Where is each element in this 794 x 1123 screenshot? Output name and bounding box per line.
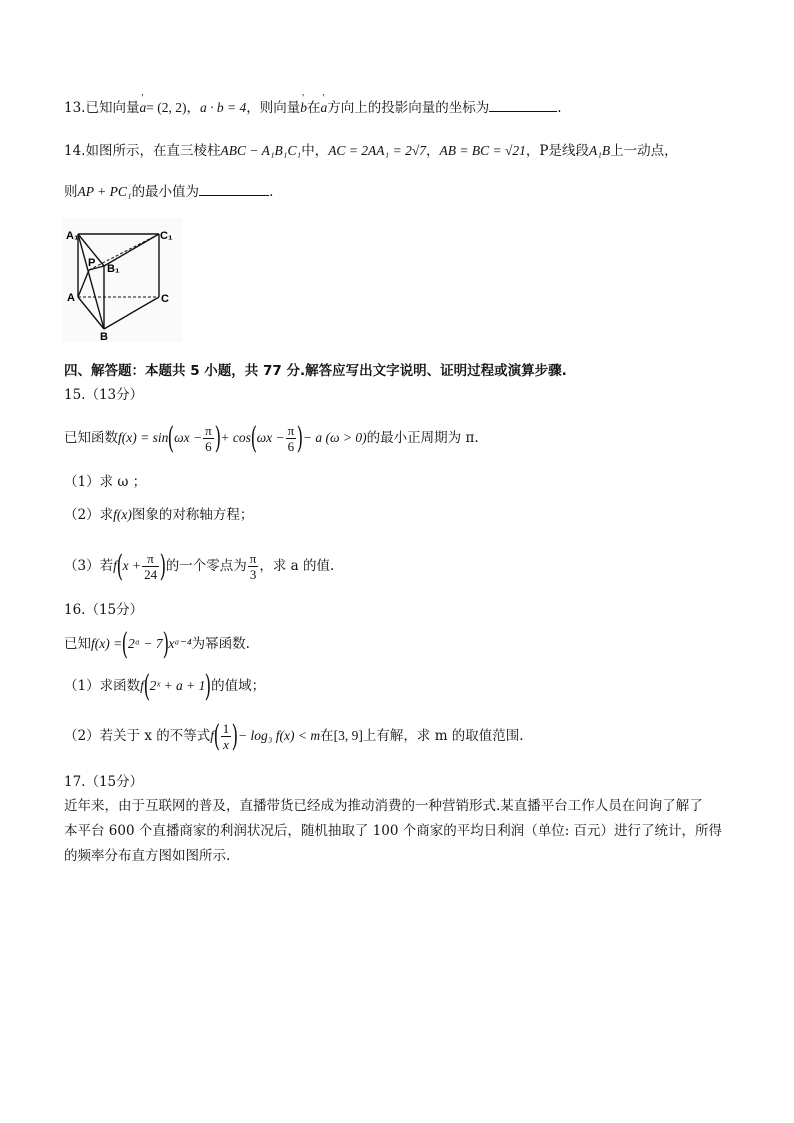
- frac-den-3: 24: [144, 567, 158, 582]
- q16-part2-f: f: [210, 728, 215, 743]
- q15-part-2: [64, 505, 253, 525]
- frac-den-2: 6: [287, 439, 295, 454]
- q17-line-3: 的频率分布直方图如图所示.: [64, 848, 231, 864]
- q14-text-4: 上一动点，: [610, 143, 678, 159]
- q14-answer-blank: [199, 181, 269, 196]
- label-B: B: [100, 331, 108, 342]
- q16-part2-text-3: 上有解，求 m 的取值范围.: [362, 728, 524, 744]
- q16-text-1: 已知: [64, 636, 91, 652]
- q15-title: 15.（13分）: [64, 387, 144, 403]
- frac-num-5: 1: [222, 721, 230, 736]
- paren-close: ): [214, 420, 221, 456]
- q15-part2-text-2: 图象的对称轴方程；: [131, 507, 254, 523]
- q15-text-2: 的最小正周期为 π.: [366, 430, 479, 446]
- q13-end: .: [557, 100, 562, 116]
- q17-title: 17.（15分）: [64, 774, 144, 790]
- label-C1: C₁: [160, 230, 173, 242]
- frac-den: 6: [205, 439, 212, 454]
- frac-num-2: π: [287, 423, 295, 438]
- q14-text-2: 中，: [301, 143, 329, 159]
- q16-power: xᵃ⁻⁴: [168, 636, 192, 651]
- vector-a: ' a: [139, 98, 146, 118]
- q13-vector-a-value: = (2, 2): [146, 100, 187, 115]
- q13-answer-blank: [489, 97, 557, 112]
- paren-close-5: ): [204, 668, 212, 704]
- section-heading: 四、解答题：本题共 5 小题，共 77 分.解答应写出文字说明、证明过程或演算步骤.: [64, 363, 567, 379]
- paren-open: (: [167, 420, 175, 456]
- q13-text-2: ，则向量: [246, 100, 301, 116]
- prism-figure: [62, 218, 182, 342]
- q14-condition-1: AC = 2AA₁ = 2√7: [328, 143, 427, 158]
- label-A1: A₁: [66, 230, 79, 242]
- fraction-pi-3: [248, 551, 259, 582]
- q14-line-1: [64, 141, 678, 161]
- q15-part3-arg: x +: [122, 558, 142, 573]
- q15-plus-cos: + cos: [220, 430, 251, 445]
- paren-open-6: (: [213, 718, 221, 754]
- label-P: P: [88, 257, 96, 269]
- q16-fx: f(x) =: [91, 636, 123, 651]
- q15-arg-2: ωx −: [256, 430, 285, 445]
- q15-part2-f: f(x): [113, 507, 132, 522]
- fraction-pi-6-2: [286, 423, 297, 454]
- q15-part3-f: f: [113, 558, 117, 573]
- q14-segment: A₁B: [588, 143, 611, 158]
- q13-text-3: 在: [306, 100, 321, 116]
- q14-expression: AP + PC₁: [77, 184, 132, 199]
- paren-open-5: (: [143, 668, 150, 704]
- q16-part-1: [64, 670, 265, 702]
- q17-body: [64, 794, 736, 869]
- q15-statement: [64, 420, 479, 456]
- q16-interval: [3, 9]: [333, 728, 363, 743]
- q13-text-4: 方向上的投影向量的坐标为: [327, 100, 490, 116]
- q16-statement: [64, 628, 250, 660]
- frac-den-4: 3: [249, 567, 257, 582]
- label-C: C: [161, 293, 169, 305]
- frac-num: π: [205, 423, 212, 438]
- q16-part2-text-2: 在: [320, 728, 334, 744]
- fraction-pi-24: [142, 551, 159, 582]
- q14-text-1: 14.如图所示，在直三棱柱: [64, 143, 221, 159]
- q13-comma: ，: [186, 100, 200, 116]
- paren-close-2: ): [296, 420, 304, 456]
- paren-open-4: (: [121, 626, 129, 662]
- q15-fx: f(x) = sin: [118, 430, 169, 445]
- vector-a-2: ' a: [320, 98, 327, 118]
- label-A: A: [67, 292, 75, 304]
- vector-b: ' b: [300, 98, 307, 118]
- q15-part3-text-3: ，求 a 的值.: [259, 558, 335, 574]
- q14-text-3: ，P是线段: [525, 143, 589, 159]
- q14-text-5: 则: [64, 184, 78, 200]
- q15-part-1: （1）求 ω ；: [64, 474, 147, 490]
- q14-line-2: [64, 181, 273, 202]
- fraction-1-x: [221, 721, 232, 752]
- q14-condition-2: AB = BC = √21: [439, 143, 526, 158]
- q15-text-1: 已知函数: [64, 430, 118, 446]
- paren-open-2: (: [250, 420, 257, 456]
- fraction-pi-6: [203, 423, 214, 454]
- q16-part1-text-1: （1）求函数: [64, 678, 141, 694]
- q16-inner: 2ᵃ − 7: [127, 636, 163, 651]
- q16-part1-f: f: [140, 678, 144, 693]
- frac-num-3: π: [142, 551, 159, 567]
- paren-close-6: ): [231, 718, 239, 754]
- q16-text-2: 为幂函数.: [191, 636, 250, 652]
- q17-line-1: 近年来，由于互联网的普及，直播带货已经成为推动消费的一种营销形式.某直播平台工作人员在问询了解了: [64, 798, 703, 814]
- q17-line-2: 本平台 600 个直播商家的利润状况后，随机抽取了 100 个商家的平均日利润（单位: 百元）进行了统计，所得: [64, 823, 723, 839]
- frac-num-4: π: [249, 551, 257, 566]
- q14-prism: ABC − A₁B₁C₁: [220, 143, 302, 158]
- q13-line: [64, 97, 562, 118]
- paren-close-4: ): [162, 626, 169, 662]
- q16-part-2: [64, 716, 524, 758]
- paren-open-3: (: [116, 548, 123, 584]
- q16-title: 16.（15分）: [64, 602, 144, 618]
- q16-part2-text-1: （2）若关于 x 的不等式: [64, 728, 211, 744]
- q14-text-6: 的最小值为: [131, 184, 200, 200]
- q14-sep: ，: [426, 143, 440, 159]
- q14-end: .: [269, 184, 274, 200]
- q13-dot-product: a · b = 4: [199, 100, 247, 115]
- q15-part3-text-2: 的一个零点为: [165, 558, 247, 574]
- q15-part-3: [64, 548, 334, 586]
- q15-arg-1: ωx −: [174, 430, 203, 445]
- q16-part1-text-2: 的值域；: [211, 678, 266, 694]
- q15-minus-a: − a (ω > 0): [302, 430, 367, 445]
- label-B1: B₁: [107, 263, 120, 275]
- q13-text-1: 13.已知向量: [64, 100, 140, 116]
- paren-close-3: ): [159, 548, 167, 584]
- q15-part3-text-1: （3）若: [64, 558, 114, 574]
- q15-part2-text-1: （2）求: [64, 507, 114, 523]
- frac-den-5: x: [223, 737, 229, 752]
- q16-part1-inner: 2ˣ + a + 1: [149, 678, 206, 693]
- q16-part2-mid: − log₃ f(x) < m: [238, 728, 321, 743]
